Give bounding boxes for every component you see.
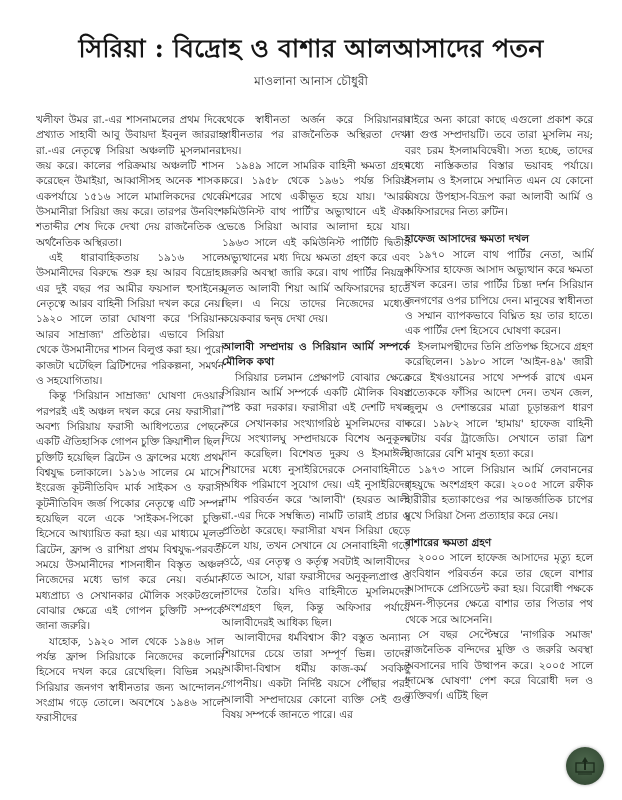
library-logo-badge[interactable]: [566, 747, 604, 785]
paragraph: এই ধারাবাহিকতায় ১৯১৬ সালে উসমানীদের বিরুদ্ধে শুরু হয় আরব বিদ্রোহ। এর দুই বছর পর আমীর ফয়সাল হুসাইনের নেতৃত্বে আরব বাহিনী সিরিয়া দখল করে নেয়। ১৯২০ সালে তারা ঘোষণা করে 'সিরিয়ান আরব সাম্রাজ্য' প্রতিষ্ঠার। এভাবে সিরিয়া থেকে উসমানীদের শাসন বিলুপ্ত করা হয়। পুরো কাজটা ঘটেছিল ব্রিটিশদের পরিকল্পনা, সমর্থন ও সহযোগিতায়।: [36, 252, 224, 387]
article-author: মাওলানা আনাস চৌধুরী: [254, 74, 368, 88]
paragraph: যাহোক, ১৯২০ সাল থেকে ১৯৪৬ সাল পর্যন্ত ফ্রান্স সিরিয়াকে নিজেদের কলোনি হিসেবে দখল করে রেখেছিল। বিভিন্ন সময় সিরিয়ার জনগণ স্বাধীনতার জন্য আন্দোলন-সংগ্রাম গড়ে তোলে। অবশেষে ১৯৪৬ সালে ফরাসীদের: [36, 635, 224, 725]
column-3: [405, 113, 593, 705]
section-heading: বাশারের ক্ষমতা গ্রহণ: [405, 536, 492, 549]
column-1: [36, 113, 224, 727]
paragraph: সিরিয়ার চলমান প্রেক্ষাপট বোঝার ক্ষেত্রে সিরিয়ান আর্মি সম্পর্কে একটি মৌলিক বিষয় স্পষ্ট করা দরকার। ফরাসীরা এই দেশটি দখল করে সেখানকার সংখ্যাগরিষ্ঠ মুসলিমদের বাদ দিয়ে সংখ্যালঘু সম্প্রদায়কে বিশেষ অনুকূল্য দান করেছিল। বিশেষত দুরুয ও ইসমাঈলী শিয়াদের মধ্যে নুসাইরিদেরকে সেনাবাহিনীতে অধিক পরিমাণে সুযোগ দেয়। এই নুসাইরিদের নাম পরিবর্তন করে 'আলাবী' (হযরত আলী রা.-এর দিকে সম্বন্ধিত) নামটি তারাই প্রচার ও প্রতিষ্ঠা করেছে। ফরাসীরা যখন সিরিয়া ছেড়ে চলে যায়, তখন সেখানে যে সেনাবাহিনী গড়ে ওঠে, এর নেতৃত্ব ও কর্তৃত্ব সবটাই আলাবীদের হাতে আসে, যারা ফরাসীদের অনুকূল্যপ্রাপ্ত ও তাদের তৈরি। যদিও বাহিনীতে মুসলিমদের অংশগ্রহণ ছিল, কিন্তু অফিসার পর্যায়ে আলাবীদেরই আধিক্য ছিল।: [222, 371, 410, 629]
article-title: সিরিয়া : বিদ্রোহ ও বাশার আলআসাদের পতন: [78, 34, 544, 63]
column-2: [222, 113, 410, 723]
paragraph: খলীফা উমর রা.-এর শাসনামলের প্রথম দিকে প্রখ্যাত সাহাবী আবু উবায়দা ইবনুল জাররাহ রা.-এর নেতৃত্বে সিরিয়া অঞ্চলটি মুসলমানরা জয় করে। কালের পরিক্রমায় অঞ্চলটি শাসন করেছেন উমাইয়া, আব্বাসীসহ অনেক শাসক। একপর্যায়ে ১৫১৬ সালে মামালিকদের থেকে উসমানীরা সিরিয়া জয় করে। তারপর উনবিংশ শতাব্দীর শেষ দিকে দেখা দেয় রাজনৈতিক ও অর্থনৈতিক অস্থিরতা।: [36, 114, 224, 249]
paragraph: ১৯৭০ সালে বাথ পার্টির নেতা, আর্মি অফিসার হাফেজ আসাদ অভ্যুত্থান করে ক্ষমতা দখল করেন। তার পার্টির চিন্তা দর্শন সিরিয়ান জনগণের ওপর চাপিয়ে দেন। মানুষের স্বাধীনতা ও সম্মান ব্যাপকভাবে বিঘ্নিত হয় তার হাতে। এক পার্টির দেশ হিসেবে ঘোষণা করেন।: [405, 248, 593, 338]
paragraph: কিন্তু 'সিরিয়ান সাম্রাজ্য' ঘোষণা দেওয়ার পরপরই এই অঞ্চল দখল করে নেয় ফরাসীরা। অবশ্য সিরিয়ায় ফরাসী আধিপত্যের পেছনে একটি ঐতিহাসিক গোপন চুক্তি ক্রিয়াশীল ছিল। চুক্তিটি হয়েছিল ব্রিটেন ও ফ্রান্সের মধ্যে প্রথম বিশ্বযুদ্ধ চলাকালে। ১৯১৬ সালের মে মাসে। ইংরেজ কূটনীতিবিদ মার্ক সাইকস ও ফরাসী কূটনীতিবিদ জর্জ পিকোর নেতৃত্বে এটি সম্পন্ন হয়েছিল বলে একে 'সাইকস-পিকো চুক্তি' হিসেবে আখ্যায়িত করা হয়। এর মাধ্যমে মূলত ব্রিটেন, ফ্রান্স ও রাশিয়া প্রথম বিশ্বযুদ্ধ-পরবর্তী সময়ে উসমানীদের শাসনাধীন বিস্তৃত অঞ্চল নিজেদের মধ্যে ভাগ করে নেয়। বর্তমান মধ্যপ্রাচ্য ও সেখানকার মৌলিক সংকটগুলো বোঝার ক্ষেত্রে এই গোপন চুক্তিটি সম্পর্কে জানা জরুরি।: [36, 390, 224, 633]
library-logo-icon: [573, 754, 597, 778]
section-heading: হাফেজ আসাদের ক্ষমতা দখল: [405, 233, 530, 246]
paragraph: সে বছর সেপ্টেম্বরে 'নাগরিক সমাজ' রাজনৈতিক বন্দিদের মুক্তি ও জরুরি অবস্থা অবসানের দাবি উত্থাপন করে। ২০০৫ সালে 'দামেস্ক ঘোষণা' পেশ করে বিরোধী দল ও ব্যক্তিবর্গ। এটিই ছিল: [405, 629, 593, 703]
paragraph: ১৯৭৩ সালে সিরিয়ান আর্মি লেবাননের গৃহযুদ্ধে অংশগ্রহণ করে। ২০০৫ সালে রফীক হারীরীর হত্যাকাণ্ডের পর আন্তর্জাতিক চাপের মুখে সিরিয়া সৈন্য প্রত্যাহার করে নেয়।: [405, 463, 593, 522]
paragraph: ১৯৪৯ সালে সামরিক বাহিনী ক্ষমতা গ্রহণ করে। ১৯৫৮ থেকে ১৯৬১ পর্যন্ত সিরিয়া মিশরের সাথে একীভূত হয়ে যায়। 'আরব কমিউনিস্ট বাথ পার্টি'র অভ্যুত্থানে এই ঐক্য ভেঙে সিরিয়া আবার আলাদা হয়ে যায়। ১৯৬৩ সালে এই কমিউনিস্ট পার্টিটি দ্বিতীয় অভ্যুত্থানের মধ্য দিয়ে ক্ষমতা গ্রহণ করে এবং জরুরি অবস্থা জারি করে। বাথ পার্টির নিয়ন্ত্রণ মূলত আলাবী শিয়া আর্মি অফিসারদের হাতে ছিল। এ নিয়ে তাদের নিজেদের মধ্যেও কয়েকবার দ্বন্দ্ব দেখা দেয়।: [222, 160, 410, 326]
paragraph: ২০০০ সালে হাফেজ আসাদের মৃত্যু হলে সংবিধান পরিবর্তন করে তার ছেলে বাশার আসাদকে প্রেসিডেন্ট করা হয়। বিরোধী পক্ষকে দমন-পীড়নের ক্ষেত্রে বাশার তার পিতার পথ থেকে সরে আসেননি।: [405, 552, 593, 626]
paragraph: আলাবীদের ধর্মবিশ্বাস কী? বস্তুত অন্যান্য শিয়াদের চেয়ে তারা সম্পূর্ণ ভিন্ন। তাদের আকীদা-বিশ্বাস ধর্মীয় কাজ-কর্ম সবকিছু গোপনীয়। একটা নির্দিষ্ট বয়সে পৌঁছার পরই আলাবী সম্প্রদায়ের কোনো ব্যক্তি সেই গুপ্ত বিষয় সম্পর্কে জানতে পারে। এর: [222, 632, 410, 722]
paragraph: থেকে স্বাধীনতা অর্জন করে সিরিয়ানরা। স্বাধীনতার পর রাজনৈতিক অস্থিরতা দেখা দেয়।: [222, 114, 410, 157]
section-heading: আলাবী সম্প্রদায় ও সিরিয়ান আর্মি সম্পর্কে মৌলিক কথা: [222, 340, 410, 369]
paragraph: বাইরে অন্য কারো কাছে এগুলো প্রকাশ করে না গুপ্ত সম্প্রদায়টি। তবে তারা মুসলিম নয়; বরং চরম ইসলামবিদ্বেষী। সত্য হচ্ছে, তাদের মধ্যে নাস্তিকতার বিস্তার ভয়াবহ পর্যায়ে। ইসলাম ও ইসলামে সম্মানিত এমন যে কোনো বিষয়ে উপহাস-বিদ্রূপ করা আলাবী আর্মি ও অফিসারদের নিত্য রুটিন।: [405, 114, 593, 219]
paragraph: ইসলামপন্থীদের তিনি প্রতিপক্ষ হিসেবে গ্রহণ করেছিলেন। ১৯৮০ সালে 'আইন-৪৯' জারী করে ইখওয়ানের সাথে সম্পর্ক রাখে এমন প্রত্যেককে ফাঁসির আদেশ দেন। তখন জেল, জুলুম ও দেশান্তরের মাত্রা চূড়ান্তরূপ ধারণ করে। ১৯৮২ সালে 'হামায়' হাফেজ বাহিনী ঘটায় বর্বর ট্রাজেডি। সেখানে তারা ত্রিশ হাজারের বেশি মানুষ হত্যা করে।: [405, 340, 593, 461]
